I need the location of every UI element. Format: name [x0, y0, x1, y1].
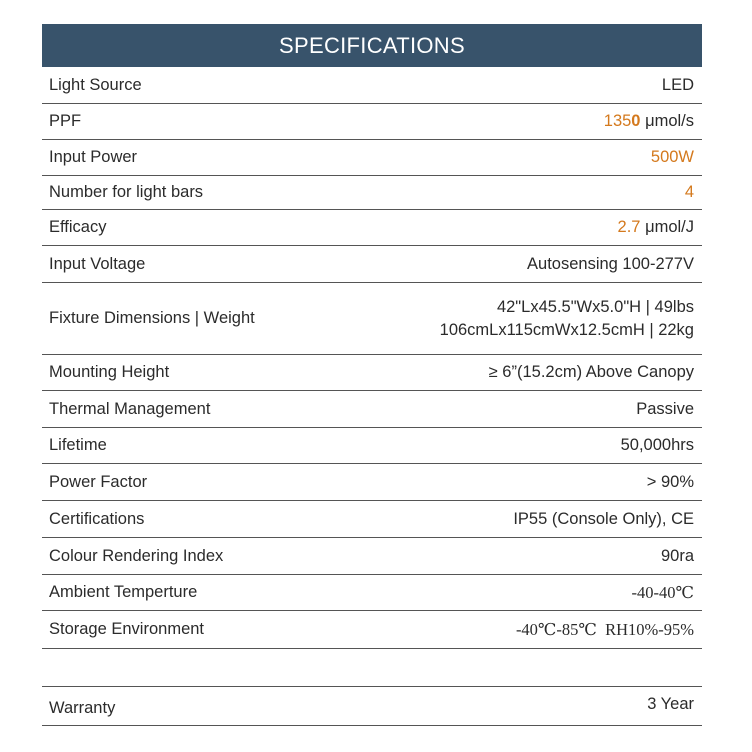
row-value: 4 — [684, 183, 694, 201]
row-label: Input Voltage — [49, 254, 146, 273]
row-label: Light Source — [49, 75, 142, 94]
row-label: Ambient Temperture — [49, 583, 198, 601]
dimensions-imperial: 42"Lx45.5"Wx5.0"H | 49lbs — [496, 297, 694, 316]
row-value: IP55 (Console Only), CE — [513, 509, 694, 528]
row-power-factor — [42, 464, 702, 501]
row-label: Lifetime — [49, 436, 107, 454]
row-label: Mounting Height — [49, 363, 170, 381]
row-label: Power Factor — [49, 472, 148, 491]
row-label: Efficacy — [49, 218, 107, 236]
row-mounting-height — [42, 355, 702, 391]
row-label: Storage Environment — [49, 620, 205, 638]
row-label: Colour Rendering Index — [49, 546, 224, 565]
row-colour-rendering-index — [42, 538, 702, 575]
row-value: 3 Year — [647, 694, 694, 713]
row-input-voltage — [42, 246, 702, 283]
row-value: 50,000hrs — [620, 436, 694, 454]
row-value: LED — [661, 75, 694, 94]
row-label: Number for light bars — [49, 183, 204, 201]
row-label: Certifications — [49, 509, 145, 528]
row-fixture-dimensions — [42, 283, 702, 355]
row-label: Thermal Management — [49, 399, 211, 418]
ppf-number: 135 — [603, 112, 632, 130]
row-certifications — [42, 501, 702, 538]
row-number-light-bars — [42, 176, 702, 210]
row-value: ≥ 6”(15.2cm) Above Canopy — [488, 363, 694, 381]
efficacy-number: 2.7 — [617, 218, 641, 236]
row-value: Autosensing 100-277V — [527, 254, 694, 273]
ppf-unit: μmol/s — [640, 112, 694, 130]
row-ppf — [42, 103, 702, 140]
row-value — [604, 112, 702, 131]
specifications-header — [42, 24, 702, 67]
row-label: Input Power — [49, 148, 138, 166]
row-value: -40-40℃ — [631, 582, 694, 602]
row-storage-environment — [42, 611, 702, 649]
row-light-source — [42, 67, 702, 103]
row-label: PPF — [49, 112, 82, 130]
row-value: > 90% — [646, 472, 694, 491]
page-title: SPECIFICATIONS — [279, 32, 465, 58]
row-efficacy — [42, 210, 702, 246]
row-value — [618, 218, 702, 237]
row-warranty — [42, 686, 702, 726]
row-value: 90ra — [660, 546, 694, 565]
row-ambient-temperature — [42, 575, 702, 611]
specifications-table — [42, 67, 702, 649]
row-value: -40℃-85℃ RH10%-95% — [515, 619, 694, 639]
row-label: Warranty — [49, 698, 116, 717]
row-lifetime — [42, 428, 702, 464]
row-value: 500W — [650, 148, 694, 166]
row-thermal-management — [42, 391, 702, 428]
ppf-number-last-digit: 0 — [631, 112, 641, 130]
row-label: Fixture Dimensions | Weight — [49, 309, 255, 327]
dimensions-metric: 106cmLx115cmWx12.5cmH | 22kg — [439, 320, 694, 339]
efficacy-unit: μmol/J — [640, 218, 694, 236]
row-input-power — [42, 140, 702, 176]
row-value: Passive — [636, 399, 694, 418]
row-value — [440, 298, 702, 340]
